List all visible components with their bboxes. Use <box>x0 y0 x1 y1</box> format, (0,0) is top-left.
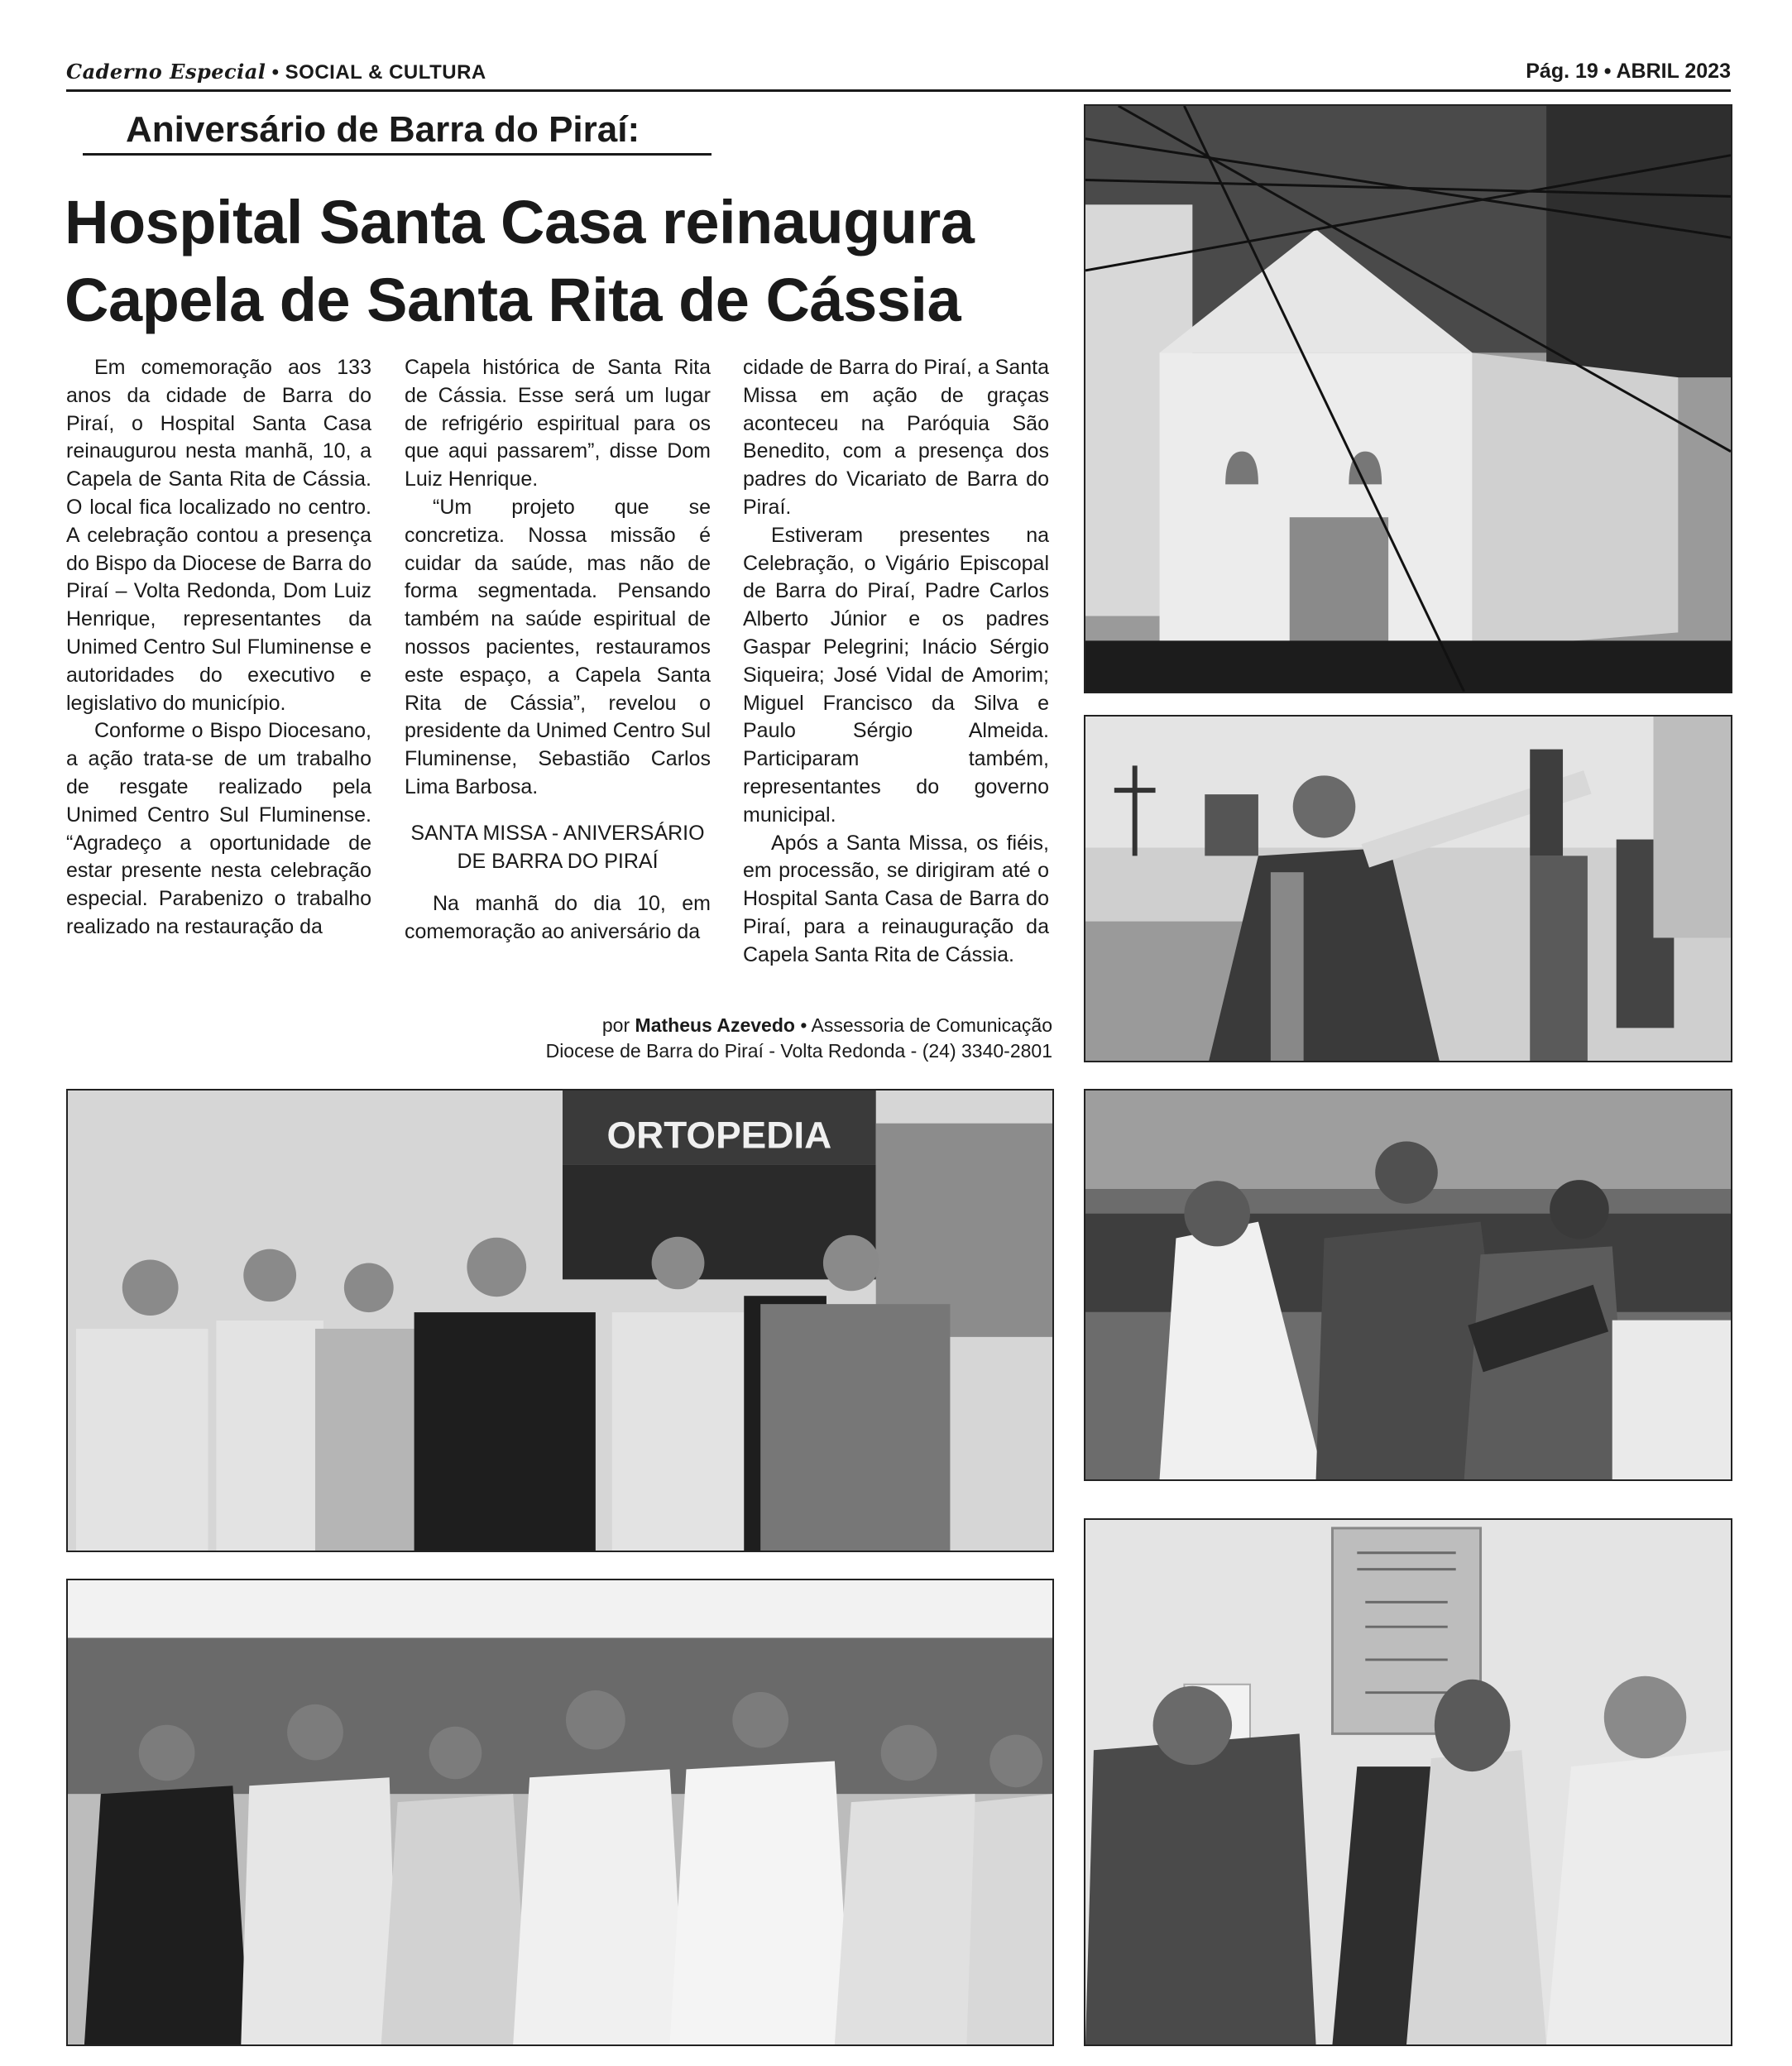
page-header <box>66 58 1731 92</box>
byline-line-1 <box>546 1013 1052 1038</box>
group-outdoors-image <box>68 1580 1052 2044</box>
section-label <box>66 60 486 84</box>
bishop-blessing-image <box>1085 717 1731 1061</box>
paragraph: Na manhã do dia 10, em comemoração ao aniversário da <box>405 892 711 944</box>
byline-prefix: por <box>601 1014 630 1036</box>
bishop-microphone-image <box>1085 1091 1731 1479</box>
byline-author: Matheus Azevedo <box>635 1014 795 1036</box>
headline <box>65 184 1057 339</box>
headline-line-1: Hospital Santa Casa reinaugura <box>65 188 975 256</box>
group-ortopedia-image <box>68 1091 1052 1551</box>
paragraph: Conforme o Bispo Diocesano, a ação trata-se de um trabalho de resgate realizado pela Unimed Centro Sul Fluminense. “Agradeço a oportunidade de estar presente nesta celebração especial. Parabenizo o trabalho realizado na restauração da <box>66 719 371 938</box>
photo-bishop-blessing <box>1084 715 1732 1062</box>
photo-plaque-unveiling <box>1084 1518 1732 2046</box>
paragraph: Em comemoração aos 133 anos da cidade de Barra do Piraí, o Hospital Santa Casa reinaugurou nesta manhã, 10, a Capela de Santa Rita de Cássia. O local fica localizado no centro. A celebração contou a presença do Bispo da Diocese de Barra do Piraí – Volta Redonda, Dom Luiz Henrique, representantes da Unimed Centro Sul Fluminense e autoridades do executivo e legislativo do município. <box>66 356 371 715</box>
headline-line-2: Capela de Santa Rita de Cássia <box>65 266 961 334</box>
subheading: SANTA MISSA - ANIVERSÁRIO DE BARRA DO PIRAÍ <box>410 821 705 873</box>
photo-chapel-facade <box>1084 104 1732 693</box>
paragraph: cidade de Barra do Piraí, a Santa Missa em ação de graças aconteceu na Paróquia São Benedito, com a presença dos padres do Vicariato de Barra do Piraí. <box>743 356 1049 519</box>
section-name: • SOCIAL & CULTURA <box>271 61 486 84</box>
kicker: Aniversário de Barra do Piraí: <box>83 106 712 156</box>
article-column-1 <box>66 354 371 942</box>
article-column-2 <box>405 354 711 947</box>
article-column-3 <box>743 354 1049 970</box>
publication-brand: Caderno Especial <box>66 60 266 84</box>
photo-bishop-microphone <box>1084 1089 1732 1481</box>
chapel-facade-image <box>1085 106 1731 692</box>
paragraph: Após a Santa Missa, os fiéis, em processão, se dirigiram até o Hospital Santa Casa de Barra do Piraí, para a reinauguração da Capela Santa Rita de Cássia. <box>743 831 1049 966</box>
paragraph: Capela histórica de Santa Rita de Cássia. Esse será um lugar de refrigério espiritual para os que aqui passarem”, disse Dom Luiz Henrique. <box>405 356 711 491</box>
paragraph: “Um projeto que se concretiza. Nossa missão é cuidar da saúde, mas não de forma segmentada. Pensando também na saúde espiritual de nossos pacientes, restauramos este espaço, a Capela Santa Rita de Cássia”, revelou o presidente da Unimed Centro Sul Fluminense, Sebastião Carlos Lima Barbosa. <box>405 495 711 798</box>
byline-role: • Assessoria de Comunicação <box>800 1014 1052 1036</box>
byline <box>546 1013 1052 1064</box>
plaque-unveiling-image <box>1085 1520 1731 2044</box>
paragraph: Estiveram presentes na Celebração, o Vigário Episcopal de Barra do Piraí, Padre Carlos Alberto Júnior e os padres Gaspar Pelegrini; Inácio Sérgio Siqueira; José Vidal de Amorim; Miguel Francisco da Silva e Paulo Sérgio Almeida. Participaram também, representantes do governo municipal. <box>743 523 1049 827</box>
ortopedia-sign: ORTOPEDIA <box>606 1114 832 1157</box>
photo-group-outdoors <box>66 1579 1054 2046</box>
byline-line-2: Diocese de Barra do Piraí - Volta Redonda - (24) 3340-2801 <box>545 1040 1052 1062</box>
page-number-date: Pág. 19 • ABRIL 2023 <box>1526 60 1731 83</box>
photo-group-ortopedia <box>66 1089 1054 1552</box>
